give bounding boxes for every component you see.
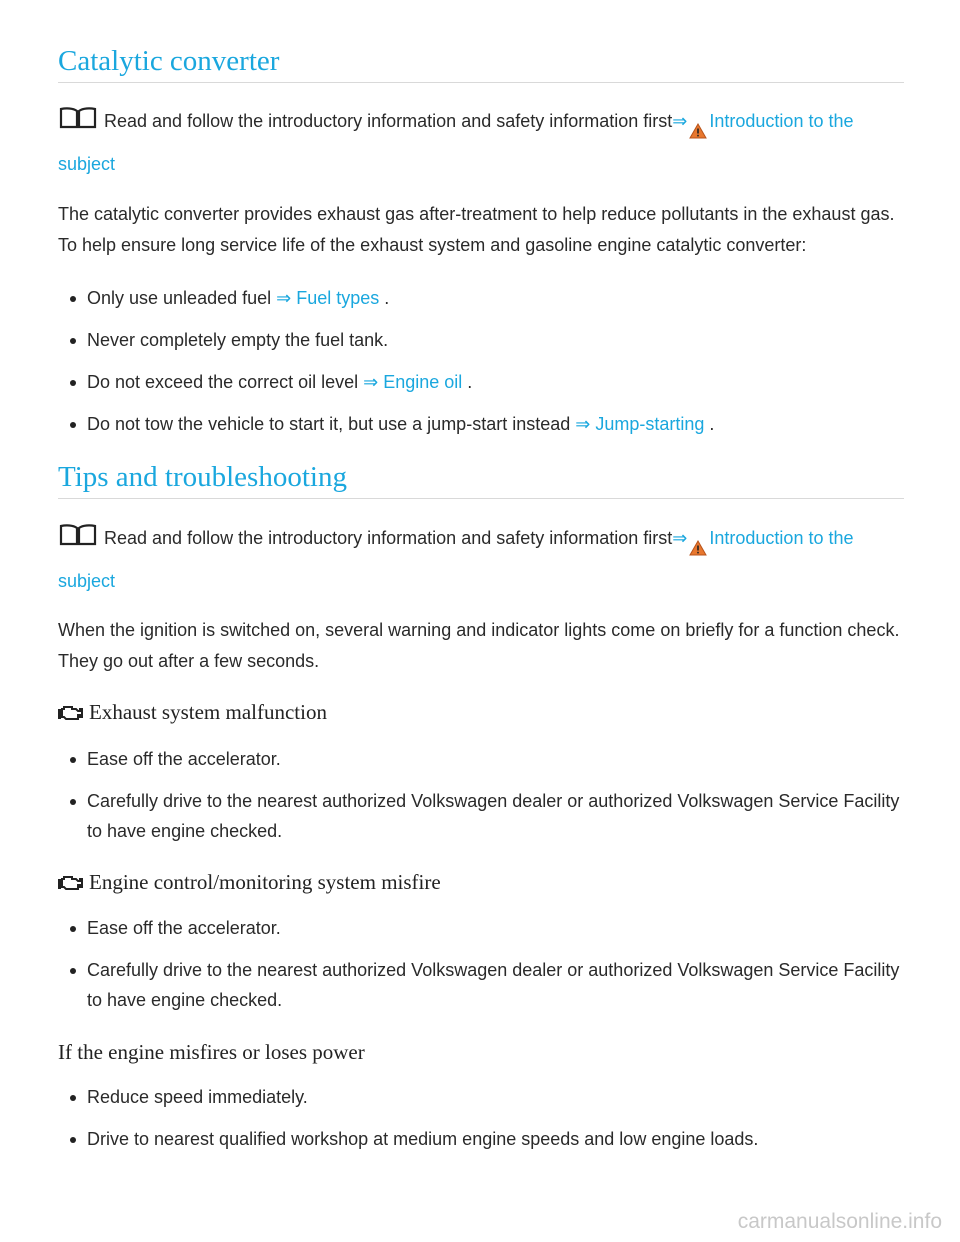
list-item xyxy=(58,409,904,439)
bullet-text: Do not tow the vehicle to start it, but use a jump-start instead xyxy=(87,414,576,434)
book-icon xyxy=(58,106,98,140)
warning-triangle-icon xyxy=(689,118,707,149)
intro-arrow[interactable]: ⇒ xyxy=(672,111,688,131)
misfire-bullet-list xyxy=(58,913,904,1015)
engine-oil-link[interactable]: ⇒ Engine oil xyxy=(363,372,463,392)
list-item: Drive to nearest qualified workshop at medium engine speeds and low engine loads. xyxy=(58,1124,904,1154)
intro-arrow[interactable]: ⇒ xyxy=(672,528,688,548)
list-item: Ease off the accelerator. xyxy=(58,744,904,774)
tips-paragraph: When the ignition is switched on, several warning and indicator lights come on briefly for a function check. They go out after a few seconds. xyxy=(58,620,900,671)
list-item xyxy=(58,283,904,313)
bullet-after: . xyxy=(704,414,715,434)
section-title-tips-troubleshooting: Tips and troubleshooting xyxy=(58,460,904,499)
subheading-text: Engine control/monitoring system misfire xyxy=(89,870,441,894)
subheading-exhaust-malfunction xyxy=(58,698,904,729)
catalytic-bullet-list xyxy=(58,283,904,439)
list-item: Ease off the accelerator. xyxy=(58,913,904,943)
list-item: Carefully drive to the nearest authorized Volkswagen dealer or authorized Volkswagen Service Facility to have engine checked. xyxy=(58,786,904,846)
subheading-loses-power: If the engine misfires or loses power xyxy=(58,1040,365,1064)
intro-text: Read and follow the introductory information and safety information first xyxy=(104,528,673,548)
list-item xyxy=(58,325,904,355)
warning-triangle-icon xyxy=(689,535,707,566)
engine-check-icon xyxy=(58,701,84,729)
fuel-types-link[interactable]: ⇒ Fuel types xyxy=(276,288,380,308)
bullet-after: . xyxy=(379,288,390,308)
intro-note xyxy=(58,106,904,180)
subheading-text: Exhaust system malfunction xyxy=(89,700,327,724)
list-item: Reduce speed immediately. xyxy=(58,1082,904,1112)
exhaust-bullet-list xyxy=(58,744,904,846)
loses-power-bullet-list xyxy=(58,1082,904,1154)
intro-link[interactable]: Introduction to the subject xyxy=(58,528,854,591)
engine-check-icon xyxy=(58,871,84,899)
catalytic-paragraph: The catalytic converter provides exhaust gas after-treatment to help reduce pollutants in the exhaust gas. To help ensure long service life of the exhaust system and gasoline engine catalytic converter: xyxy=(58,204,895,255)
list-item xyxy=(58,367,904,397)
intro-text: Read and follow the introductory information and safety information first xyxy=(104,111,673,131)
section-title-catalytic-converter: Catalytic converter xyxy=(58,44,904,83)
watermark: carmanualsonline.info xyxy=(737,1210,942,1233)
intro-note xyxy=(58,523,904,597)
book-icon xyxy=(58,523,98,557)
list-item: Carefully drive to the nearest authorized Volkswagen dealer or authorized Volkswagen Service Facility to have engine checked. xyxy=(58,955,904,1015)
bullet-text: Never completely empty the fuel tank. xyxy=(87,330,389,350)
subheading-engine-misfire xyxy=(58,868,904,899)
jump-starting-link[interactable]: ⇒ Jump-starting xyxy=(575,414,705,434)
bullet-text: Only use unleaded fuel xyxy=(87,288,277,308)
bullet-text: Do not exceed the correct oil level xyxy=(87,372,364,392)
bullet-after: . xyxy=(462,372,473,392)
intro-link[interactable]: Introduction to the subject xyxy=(58,111,854,174)
